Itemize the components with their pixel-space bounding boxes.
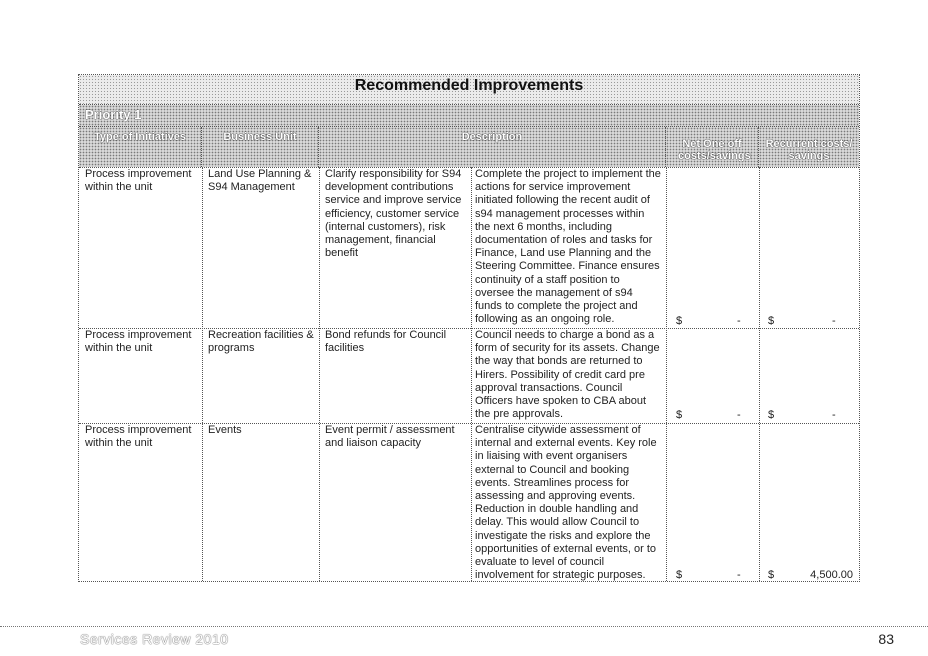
row1-net-value: - (737, 315, 741, 327)
header-recurrent: Recurrent costs/ savings (759, 127, 859, 167)
collage-graphic (80, 584, 440, 626)
row1-business-unit: Land Use Planning & S94 Management (208, 168, 312, 194)
column-divider (319, 167, 320, 581)
column-divider (666, 167, 667, 581)
row3-description-long: Centralise citywide assessment of internal and external events. Key role in liaising with event organisers external to Council and booking events. Streamlines process for assessing and approving events. Reduction in double handling and delay. This would allow Council to investigate the risks and explore the opportunities of external events, or to evaluate to level of council involvement for strategic purposes. (475, 424, 657, 582)
priority-bar (79, 105, 859, 127)
row3-business-unit: Events (208, 424, 242, 436)
page-number: 83 (878, 631, 894, 647)
priority-label: Priority 1 (85, 107, 142, 122)
row3-net-value: - (737, 569, 741, 581)
row3-type: Process improvement within the unit (85, 424, 192, 450)
footer-divider (0, 626, 928, 627)
column-divider (759, 167, 760, 581)
header-business-unit: Business Unit (202, 127, 319, 167)
row2-description-long: Council needs to charge a bond as a form of security for its assets. Change the way that bonds are returned to Hirers. Possibility of credit card pre approval transactions. Council Officers have spoken to CBA about the pre approvals. (475, 329, 660, 421)
row2-description-short: Bond refunds for Council facilities (325, 329, 447, 355)
row1-recurrent-value: - (832, 315, 836, 327)
row2-net-value: - (737, 409, 741, 421)
column-divider (471, 167, 472, 581)
table-title-bar (79, 75, 859, 105)
header-type: Type of Initiatives (79, 127, 202, 167)
row3-net-currency: $ (676, 569, 683, 581)
row2-type: Process improvement within the unit (85, 329, 192, 355)
row2-net-currency: $ (676, 409, 683, 421)
header-net-one-off: Net One off costs/savings (666, 127, 759, 167)
footer-photo-collage (80, 584, 440, 626)
row1-type: Process improvement within the unit (85, 168, 192, 194)
row3-description-short: Event permit / assessment and liaison capacity (325, 424, 455, 450)
row1-description-long: Complete the project to implement the actions for service improvement initiated following the recent audit of s94 management processes within the next 6 months, including documentation of roles and tasks for Finance, Land use Planning and the Steering Committee. Finance ensures continuity of a staff position to oversee the management of s94 funds to complete the project and following as an ongoing role. (475, 168, 661, 326)
header-description: Description (319, 127, 666, 167)
footer-report-name: Services Review 2010 (80, 631, 229, 647)
row2-recurrent-value: - (832, 409, 836, 421)
row2-business-unit: Recreation facilities & programs (208, 329, 314, 355)
row1-recurrent-currency: $ (768, 315, 775, 327)
table-title: Recommended Improvements (354, 76, 584, 94)
row1-net-currency: $ (676, 315, 683, 327)
row2-recurrent-currency: $ (768, 409, 775, 421)
row1-description-short: Clarify responsibility for S94 development contributions service and improve service efficiency, customer service (internal customers), risk management, financial benefit (325, 168, 462, 260)
row3-recurrent-currency: $ (768, 569, 775, 581)
column-divider (202, 167, 203, 581)
row3-recurrent-value: 4,500.00 (810, 569, 853, 581)
improvements-table (78, 74, 860, 582)
